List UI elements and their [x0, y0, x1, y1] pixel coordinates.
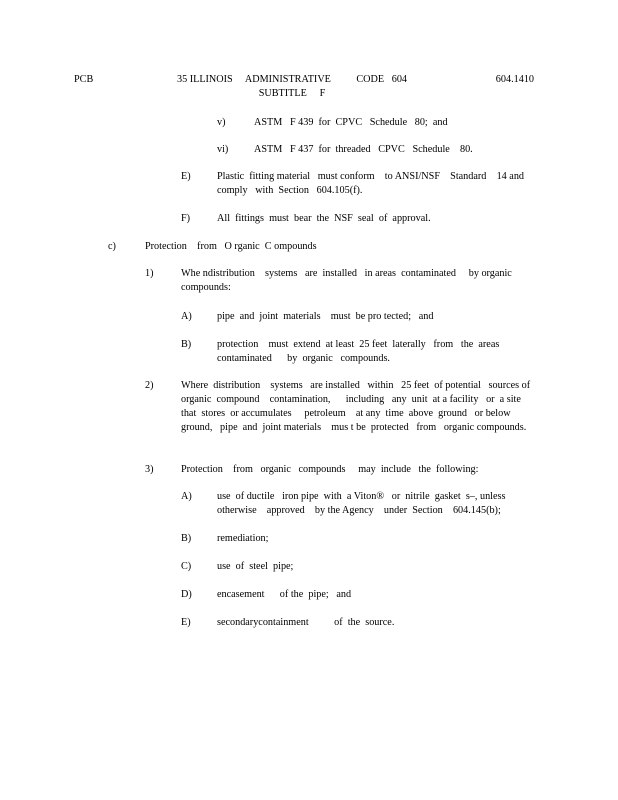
item-text: All fittings must bear the NSF seal of approval.: [217, 213, 431, 224]
item-label: c): [108, 241, 116, 252]
item-label: B): [181, 533, 192, 544]
item-text: Plastic fitting material must conform to ANSI/NSF Standard 14 and comply with Section 604.105(f).: [217, 171, 527, 196]
item-label: vi): [217, 144, 229, 155]
item-label: 3): [145, 464, 154, 475]
item-text: ASTM F 439 for CPVC Schedule 80; and: [254, 117, 448, 128]
item-text: ASTM F 437 for threaded CPVC Schedule 80.: [254, 144, 473, 155]
item-text: use of ductile iron pipe with a Viton® or nitrile gasket s–, unless otherwise approved by the Agency under Section 604.145(b);: [217, 491, 509, 516]
item-text: remediation;: [217, 533, 269, 544]
item-text: secondarycontainment of the source.: [217, 617, 395, 628]
section-heading: Protection from O rganic C ompounds: [145, 241, 317, 252]
item-label: D): [181, 589, 192, 600]
header-left: PCB: [74, 74, 94, 85]
item-label: 2): [145, 380, 154, 391]
item-label: 1): [145, 268, 154, 279]
item-label: A): [181, 311, 192, 322]
header-right: 604.1410: [495, 74, 534, 85]
header-center: [172, 73, 412, 101]
item-label: F): [181, 213, 191, 224]
item-text: Whe ndistribution systems are installed in areas contaminated by organic compounds:: [181, 268, 515, 293]
item-label: E): [181, 171, 191, 182]
item-label: E): [181, 617, 191, 628]
header-center-line1: 35 ILLINOIS ADMINISTRATIVE CODE 604: [176, 74, 408, 85]
item-text: Where distribution systems are installed within 25 feet of potential sources of organic compound contamination, including any unit at a facility or a site that stores or accumulates petroleum at any time above ground or below ground, pipe and joint materials mus t be protected from organic compounds.: [181, 380, 533, 433]
item-label: C): [181, 561, 192, 572]
item-text: use of steel pipe;: [217, 561, 294, 572]
item-label: A): [181, 491, 192, 502]
item-text: pipe and joint materials must be pro tected; and: [217, 311, 434, 322]
item-text: Protection from organic compounds may include the following:: [181, 464, 479, 475]
item-label: B): [181, 339, 192, 350]
item-label: v): [217, 117, 226, 128]
item-text: encasement of the pipe; and: [217, 589, 352, 600]
header-center-line2: SUBTITLE F: [258, 88, 326, 99]
item-text: protection must extend at least 25 feet laterally from the areas contaminated by organic compounds.: [217, 339, 502, 364]
